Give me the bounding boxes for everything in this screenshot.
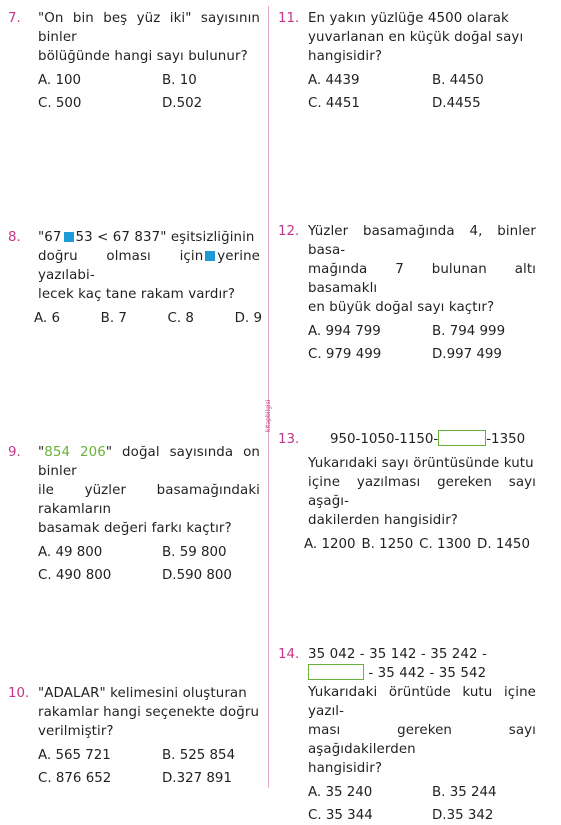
- option-b[interactable]: B. 794 999: [432, 324, 506, 339]
- option-c[interactable]: C. 1300: [419, 537, 472, 552]
- question-number: 11.: [278, 11, 300, 26]
- question-10: [8, 684, 260, 788]
- option-c[interactable]: C. 35 344: [308, 808, 373, 823]
- question-text: Yukarıdaki örüntüde kutu içine yazıl- ması gereken sayı aşağıdakilerden hangisidir?: [308, 685, 536, 776]
- question-number: 9.: [8, 445, 21, 460]
- question-text: "67 53 < 67 837" eşitsizliğinin doğru olması için yerine yazılabi- lecek kaç tane rakam vardır?: [38, 230, 260, 302]
- option-b[interactable]: B. 4450: [432, 73, 484, 88]
- option-c[interactable]: C. 979 499: [308, 347, 382, 362]
- option-c[interactable]: C. 4451: [308, 96, 360, 111]
- question-number: 8.: [8, 230, 21, 245]
- highlighted-number: 854 206: [44, 445, 106, 460]
- question-text: "On bin beş yüz iki" sayısının binler bölüğünde hangi sayı bulunur?: [38, 11, 260, 64]
- answer-box: [308, 664, 364, 680]
- option-b[interactable]: B. 525 854: [162, 748, 236, 763]
- question-number: 12.: [278, 224, 300, 239]
- option-a[interactable]: A. 994 799: [308, 324, 381, 339]
- option-d[interactable]: D.4455: [432, 96, 481, 111]
- option-a[interactable]: A. 6: [34, 311, 60, 326]
- question-text: Yüzler basamağında 4, binler basa- mağında 7 bulunan altı basamaklı en büyük doğal sayı kaçtır?: [308, 224, 536, 315]
- answer-options: [38, 71, 260, 113]
- option-d[interactable]: D.590 800: [162, 568, 232, 583]
- question-7: [8, 9, 260, 113]
- option-a[interactable]: A. 4439: [308, 73, 360, 88]
- option-d[interactable]: D.327 891: [162, 771, 232, 786]
- option-c[interactable]: C. 490 800: [38, 568, 112, 583]
- option-b[interactable]: B. 1250: [361, 537, 414, 552]
- option-a[interactable]: A. 35 240: [308, 785, 373, 800]
- option-b[interactable]: B. 35 244: [432, 785, 497, 800]
- question-9: [8, 443, 260, 585]
- option-d[interactable]: D.35 342: [432, 808, 494, 823]
- publisher-watermark: kitapbilgisi: [265, 399, 272, 432]
- blue-square-icon: [64, 232, 74, 242]
- option-a[interactable]: A. 49 800: [38, 545, 103, 560]
- option-a[interactable]: A. 100: [38, 73, 82, 88]
- answer-options: [34, 309, 262, 328]
- option-c[interactable]: C. 500: [38, 96, 82, 111]
- option-a[interactable]: A. 1200: [304, 537, 356, 552]
- option-b[interactable]: B. 59 800: [162, 545, 227, 560]
- question-text: Yukarıdaki sayı örüntüsünde kutu içine yazılması gereken sayı aşağı- dakilerden hangisidir?: [308, 456, 536, 528]
- question-number: 10.: [8, 686, 30, 701]
- option-d[interactable]: D. 1450: [477, 537, 530, 552]
- number-pattern: 950-1050-1150- -1350: [330, 432, 526, 447]
- question-text: "ADALAR" kelimesini oluşturan rakamlar hangi seçenekte doğru verilmiştir?: [38, 686, 260, 739]
- option-c[interactable]: C. 8: [167, 311, 194, 326]
- answer-options: [38, 746, 260, 788]
- number-pattern: 35 042 - 35 142 - 35 242 - - 35 442 - 35 542: [308, 647, 487, 681]
- question-number: 7.: [8, 11, 21, 26]
- answer-options: [38, 543, 260, 585]
- question-number: 14.: [278, 647, 300, 662]
- answer-box: [438, 430, 486, 446]
- question-number: 13.: [278, 432, 300, 447]
- option-c[interactable]: C. 876 652: [38, 771, 112, 786]
- option-b[interactable]: B. 7: [100, 311, 127, 326]
- question-8: [8, 228, 260, 328]
- answer-options: [308, 322, 536, 364]
- blue-square-icon: [205, 251, 215, 261]
- question-13: [278, 430, 536, 554]
- option-d[interactable]: D.502: [162, 96, 203, 111]
- question-text: "854 206" doğal sayısında on binler ile yüzler basamağındaki rakamların basamak değeri farkı kaçtır?: [38, 445, 260, 536]
- question-text: En yakın yüzlüğe 4500 olarak yuvarlanan en küçük doğal sayı hangisidir?: [308, 11, 524, 64]
- answer-options: [308, 783, 536, 825]
- option-b[interactable]: B. 10: [162, 73, 197, 88]
- option-a[interactable]: A. 565 721: [38, 748, 111, 763]
- question-11: [278, 9, 536, 113]
- answer-options: [308, 71, 536, 113]
- answer-options: [304, 535, 530, 554]
- option-d[interactable]: D.997 499: [432, 347, 502, 362]
- question-14: [278, 645, 536, 825]
- question-12: [278, 222, 536, 364]
- option-d[interactable]: D. 9: [234, 311, 262, 326]
